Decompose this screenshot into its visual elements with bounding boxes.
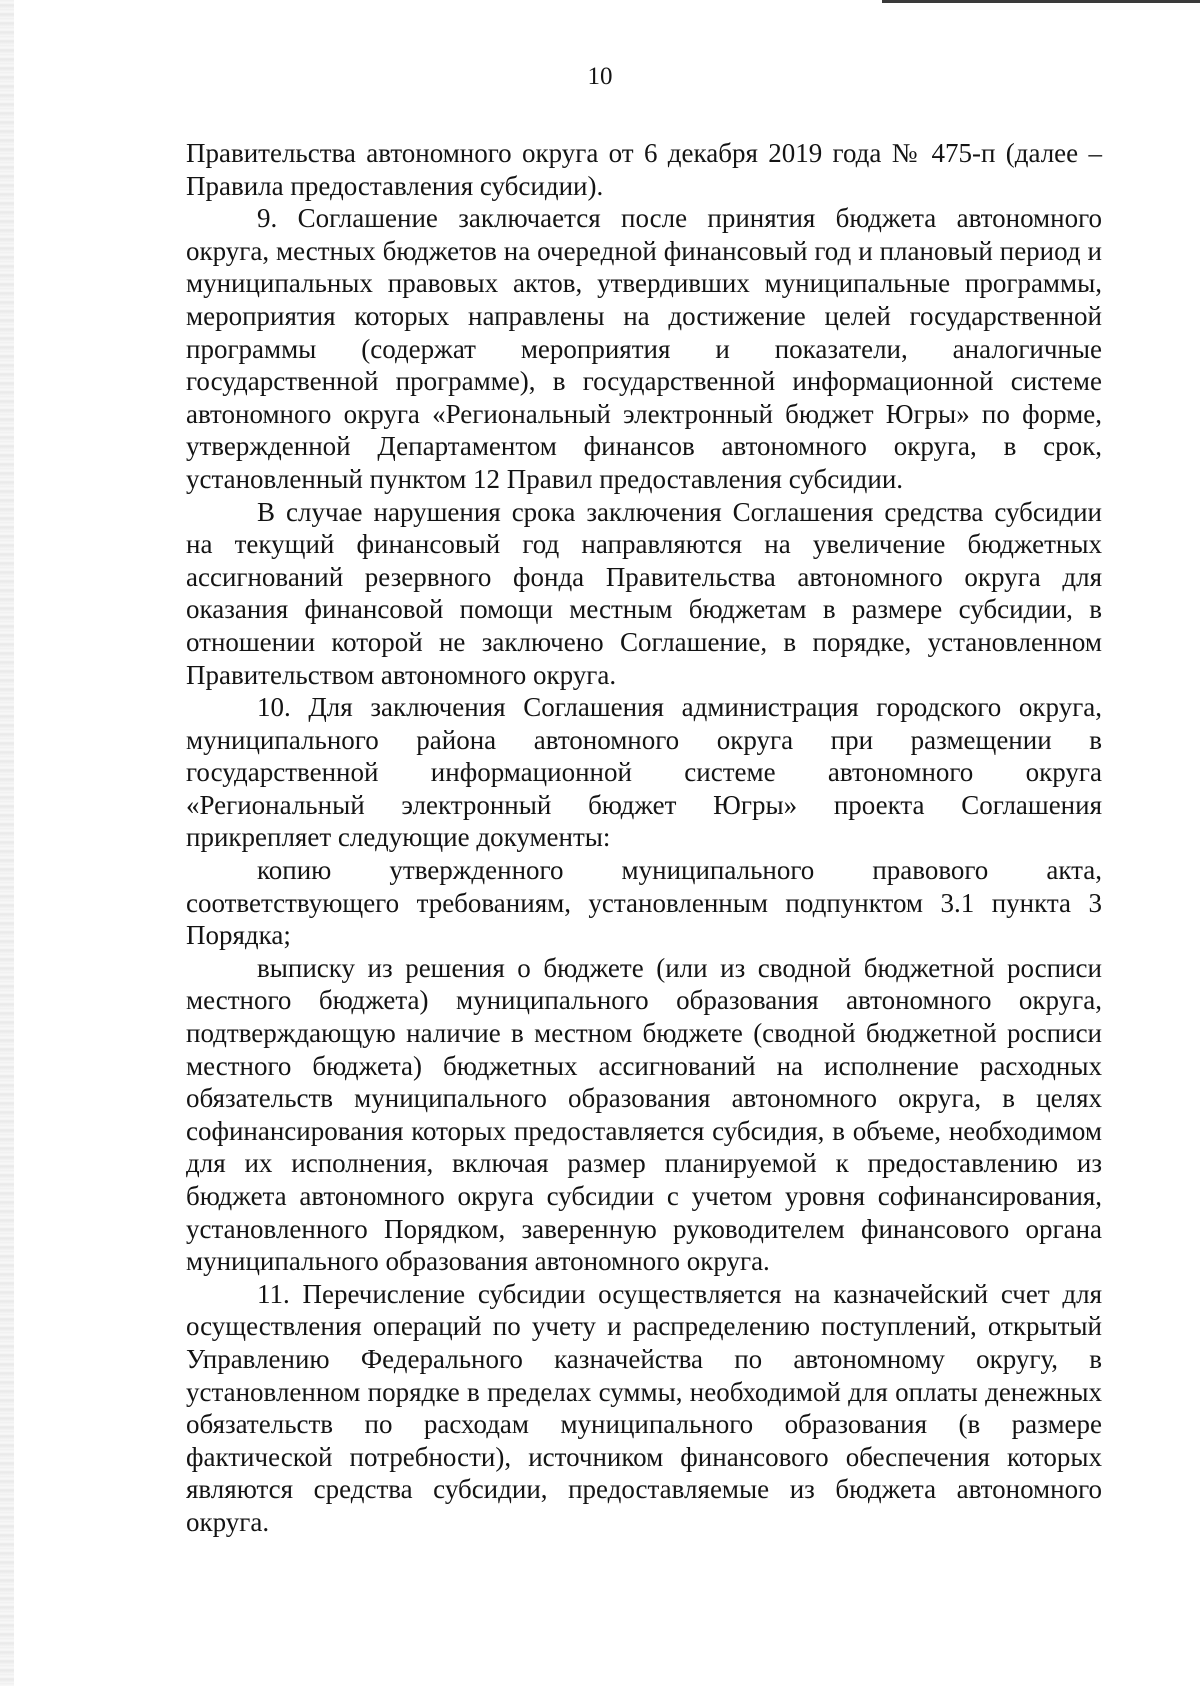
paragraph-clause-10: 10. Для заключения Соглашения администрация городского округа, муниципального района автономного округа при размещении в государственной информационной системе автономного округа «Региональный электронный бюджет Югры» проекта Соглашения прикрепляет следующие документы: — [186, 692, 1102, 853]
paragraph-deadline-violation: В случае нарушения срока заключения Соглашения средства субсидии на текущий финансовый год направляются на увеличение бюджетных ассигнований резервного фонда Правительства автономного округа для оказания финансовой помощи местным бюджетам в размере субсидии, в отношении которой не заключено Соглашение, в порядке, установленном Правительством автономного округа. — [186, 496, 1102, 690]
paragraph-legal-act-copy: копию утвержденного муниципального правового акта, соответствующего требованиям, установленным подпунктом 3.1 пункта 3 Порядка; — [186, 855, 1102, 951]
paragraph-clause-11: 11. Перечисление субсидии осуществляется на казначейский счет для осуществления операций по учету и распределению поступлений, открытый Управлению Федерального казначейства по автономному округу, в установленном порядке в пределах суммы, необходимой для оплаты денежных обязательств по расходам муниципального образования (в размере фактической потребности), источником финансового обеспечения которых являются средства субсидии, предоставляемые из бюджета автономного округа. — [186, 1278, 1102, 1537]
paragraph-continuation: Правительства автономного округа от 6 декабря 2019 года № 475-п (далее – Правила предоставления субсидии). — [186, 138, 1102, 201]
document-body — [186, 137, 1102, 1539]
top-rule — [882, 0, 1200, 3]
scan-edge — [0, 0, 14, 1686]
paragraph-clause-9: 9. Соглашение заключается после принятия бюджета автономного округа, местных бюджетов на очередной финансовый год и плановый период и муниципальных правовых актов, утвердивших муниципальные программы, мероприятия которых направлены на достижение целей государственной программы (содержат мероприятия и показатели, аналогичные государственной программе), в государственной информационной системе автономного округа «Региональный электронный бюджет Югры» по форме, утвержденной Департаментом финансов автономного округа, в срок, установленный пунктом 12 Правил предоставления субсидии. — [186, 203, 1102, 494]
paragraph-budget-extract: выписку из решения о бюджете (или из сводной бюджетной росписи местного бюджета) муниципального образования автономного округа, подтверждающую наличие в местном бюджете (сводной бюджетной росписи местного бюджета) бюджетных ассигнований на исполнение расходных обязательств муниципального образования автономного округа, в целях софинансирования которых предоставляется субсидия, в объеме, необходимом для их исполнения, включая размер планируемой к предоставлению из бюджета автономного округа субсидии с учетом уровня софинансирования, установленного Порядком, заверенную руководителем финансового органа муниципального образования автономного округа. — [186, 952, 1102, 1277]
page-number: 10 — [587, 63, 613, 90]
